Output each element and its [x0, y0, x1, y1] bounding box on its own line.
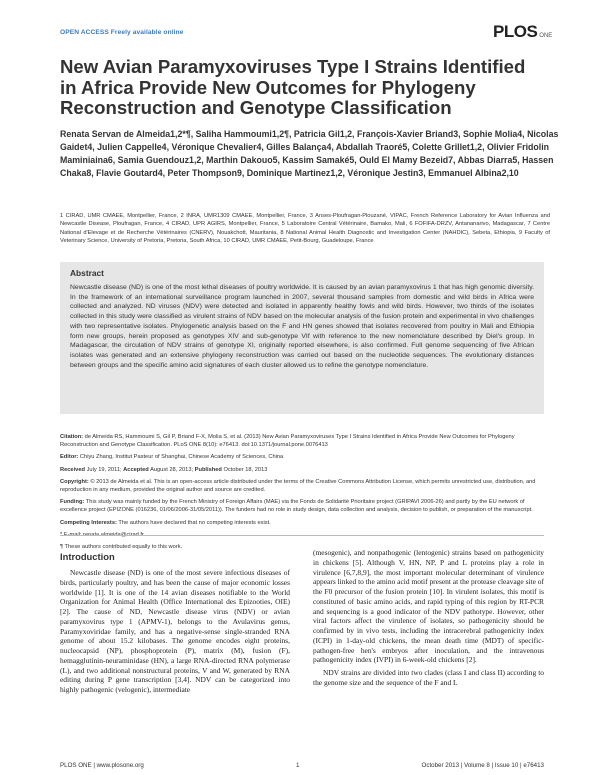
funding — [60, 498, 544, 514]
author-list: Renata Servan de Almeida1,2*¶, Saliha Hammoumi1,2¶, Patricia Gil1,2, François-Xavier Briand3, Sophie Molia4, Nicolas Gaidet4, Julien Cappelle4, Véronique Chevalier4, Gilles Balança4, Abdallah Traoré5, Colette Grillet1,2, Olivier Fridolin Maminiaina6, Samia Guendouz1,2, Marthin Dakouo5, Kassim Samaké5, Ould El Mamy Bezeid7, Abbas Diarra5, Hassen Chaka8, Flavie Goutard4, Peter Thompson9, Dominique Martinez1,2, Véronique Jestin3, Emmanuel Albina2,10 — [60, 129, 559, 178]
dates — [60, 466, 544, 474]
funding-label: Funding: — [60, 499, 85, 506]
footer-journal-url[interactable]: PLOS ONE | www.plosone.org — [60, 762, 144, 769]
page-number: 1 — [296, 762, 300, 769]
citation — [60, 433, 544, 449]
accepted-label: Accepted — [123, 466, 149, 473]
journal-logo — [493, 22, 552, 42]
article-metadata — [60, 433, 544, 555]
copyright — [60, 478, 544, 494]
article-title: New Avian Paramyxoviruses Type I Strains Identified in Africa Provide New Outcomes for Phylogeny Reconstruction and Genotype Classification — [60, 56, 526, 118]
abstract-box — [60, 262, 544, 414]
copyright-label: Copyright: — [60, 478, 89, 485]
competing-interests — [60, 519, 544, 527]
open-access-banner[interactable] — [60, 29, 183, 36]
body-column-left — [60, 568, 290, 698]
intro-paragraph: Newcastle disease (ND) is one of the most severe infectious diseases of birds, particularly poultry, and has been the cause of major economic losses worldwide [1]. It is one of the 14 avian diseases notifiable to the World Organization for Animal Health (Office International des Epizooties, OIE) [2]. The cause of ND, Newcastle disease virus (NDV) or avian paramyxovirus type 1 (APMV-1), belongs to the Avulavirus genus, Paramyxoviridae family, and has a negative-sense single-stranded RNA genome of about 15.2 kilobases. The genome encodes eight proteins, nucleocapsid (NP), phosphoprotein (P), matrix (M), fusion (F), hemagglutinin-neuraminidase (HN), a large RNA-directed RNA polymerase (L), and two additional nonstructural proteins, V and W, generated by RNA editing during P gene transcription [3,4]. NDV can be categorized into highly pathogenic (velogenic), intermediate — [60, 568, 290, 694]
citation-label: Citation: — [60, 434, 84, 440]
copyright-text: © 2013 de Almeida et al. This is an open-access article distributed under the terms of the Creative Commons Attribution License, which permits unrestricted use, distribution, and reproduction in any medium, provided the original author and source are credited. — [60, 478, 536, 494]
open-access-text: OPEN ACCESS Freely available online — [60, 29, 184, 36]
affiliations: 1 CIRAD, UMR CMAEE, Montpellier, France, 2 INRA, UMR1309 CMAEE, Montpellier, France, 3 Anses-Ploufragan-Plouzané, VIPAC, French Reference Laboratory for Avian Influenza and Newcastle Disease, Ploufragan, France, 4 CIRAD, UPR AGIRS, Montpellier, France, 5 Laboratoire Central Vétérinaire, Bamako, Mali, 6 FOFIFA-DRZV, Antananarivo, Madagascar, 7 Centre National d'Elevage et de Recherche Vétérinaires (CNERV), Nouakchott, Mauritania, 8 National Animal Health Diagnostic and Investigation Center (NAHDIC), Sebeta, Ethiopia, 9 Faculty of Veterinary Science, University of Pretoria, Pretoria, South Africa, 10 CIRAD, UMR CMAEE, Petit-Bourg, Guadeloupe, France — [60, 213, 550, 245]
received-label: Received — [60, 466, 85, 473]
footer-issue-info: October 2013 | Volume 8 | Issue 10 | e76413 — [421, 762, 544, 769]
editor-label: Editor: — [60, 454, 79, 461]
introduction-heading: Introduction — [60, 551, 115, 562]
funding-text: This study was mainly funded by the French Ministry of Foreign Affairs (MAE) via the Fonds de Solidarité Prioritaire project (GRIPAVI 2006-26) and partly by the EU network of excellence project (EPIZONE (016236, 01/06/2006-31/05/2011)). The funders had no role in study design, data collection and analysis, decision to publish, or preparation of the manuscript. — [60, 499, 533, 514]
competing-label: Competing Interests: — [60, 519, 117, 526]
abstract-heading: Abstract — [70, 268, 104, 278]
journal-logo-text: PLOS — [493, 22, 538, 41]
section-divider — [60, 535, 544, 536]
abstract-text: Newcastle disease (ND) is one of the most lethal diseases of poultry worldwide. It is caused by an avian paramyxovirus 1 that has high genomic diversity. In the framework of an international surveillance program launched in 2007, several thousand samples from domestic and wild birds in Africa were collected and analyzed. ND viruses (NDV) were detected and isolated in apparently healthy fowls and wild birds. However, two thirds of the isolates collected in this study were classified as virulent strains of NDV based on the molecular analysis of the fusion protein and experimental in vivo challenges with two representative isolates. Phylogenetic analysis based on the F and HN genes showed that isolates recovered from poultry in Mali and Ethiopia form new groups, herein proposed as genotypes XIV and sub-genotype VIf with reference to the new nomenclature described by Diel's group. In Madagascar, the circulation of NDV strains of genotype XI, originally reported elsewhere, is also confirmed. Full genome sequencing of five African isolates was generated and an extensive phylogeny reconstruction was carried out based on the nucleotide sequences. The evolutionary distances between groups and the specific amino acid signatures of each cluster allowed us to refine the genotype nomenclature. — [70, 284, 534, 369]
equal-contribution: ¶ These authors contributed equally to this work. — [60, 544, 183, 551]
accepted-date: August 28, 2013; — [150, 466, 194, 473]
citation-text: de Almeida RS, Hammoumi S, Gil P, Briand F-X, Molia S, et al. (2013) New Avian Paramyxoviruses Type I Strains Identified in Africa Provide New Outcomes for Phylogeny Reconstruction and Genotype Classification. PLoS ONE 8(10): e76413. doi:10.1371/journal.pone.0076413 — [60, 434, 515, 449]
received-date: July 19, 2011; — [86, 466, 122, 473]
published-date: October 18, 2013 — [223, 466, 268, 473]
published-label: Published — [194, 466, 222, 473]
intro-paragraph: (mesogenic), and nonpathogenic (lentogenic) strains based on pathogenicity in chickens [5]. Although V, HN, NP, P and L proteins play a role in virulence [6,7,8,9], the most important molecular determinant of virulence appears linked to the amino acid motif present at the protease cleavage site of the F0 precursor of the fusion protein [10]. In virulent isolates, this motif is constituted of basic amino acids, and rapid typing of this region by RT-PCR and sequencing is a good indicator of the NDV pathotype. However, other viral factors affect the virulence of isolates, so pathogenicity should be confirmed by in vivo tests, including the intracerebral pathogenicity index (ICPI) in 1-day-old chickens, the mean death time (MDT) of specific-pathogen-free hen's embryos after inoculation, and the intravenous pathogenicity index (IVPI) in 6-week-old chickens [2]. — [313, 548, 544, 665]
intro-paragraph: NDV strains are divided into two clades (class I and class II) according to the genome size and the sequence of the F and L — [313, 668, 544, 687]
body-column-right — [313, 548, 544, 691]
editor-text: Chiyu Zhang, Institut Pasteur of Shanghai, Chinese Academy of Sciences, China — [79, 454, 284, 461]
page-header — [0, 0, 600, 41]
competing-text: The authors have declared that no competing interests exist. — [118, 519, 271, 526]
editor — [60, 453, 544, 461]
journal-logo-suffix: ONE — [539, 33, 553, 39]
